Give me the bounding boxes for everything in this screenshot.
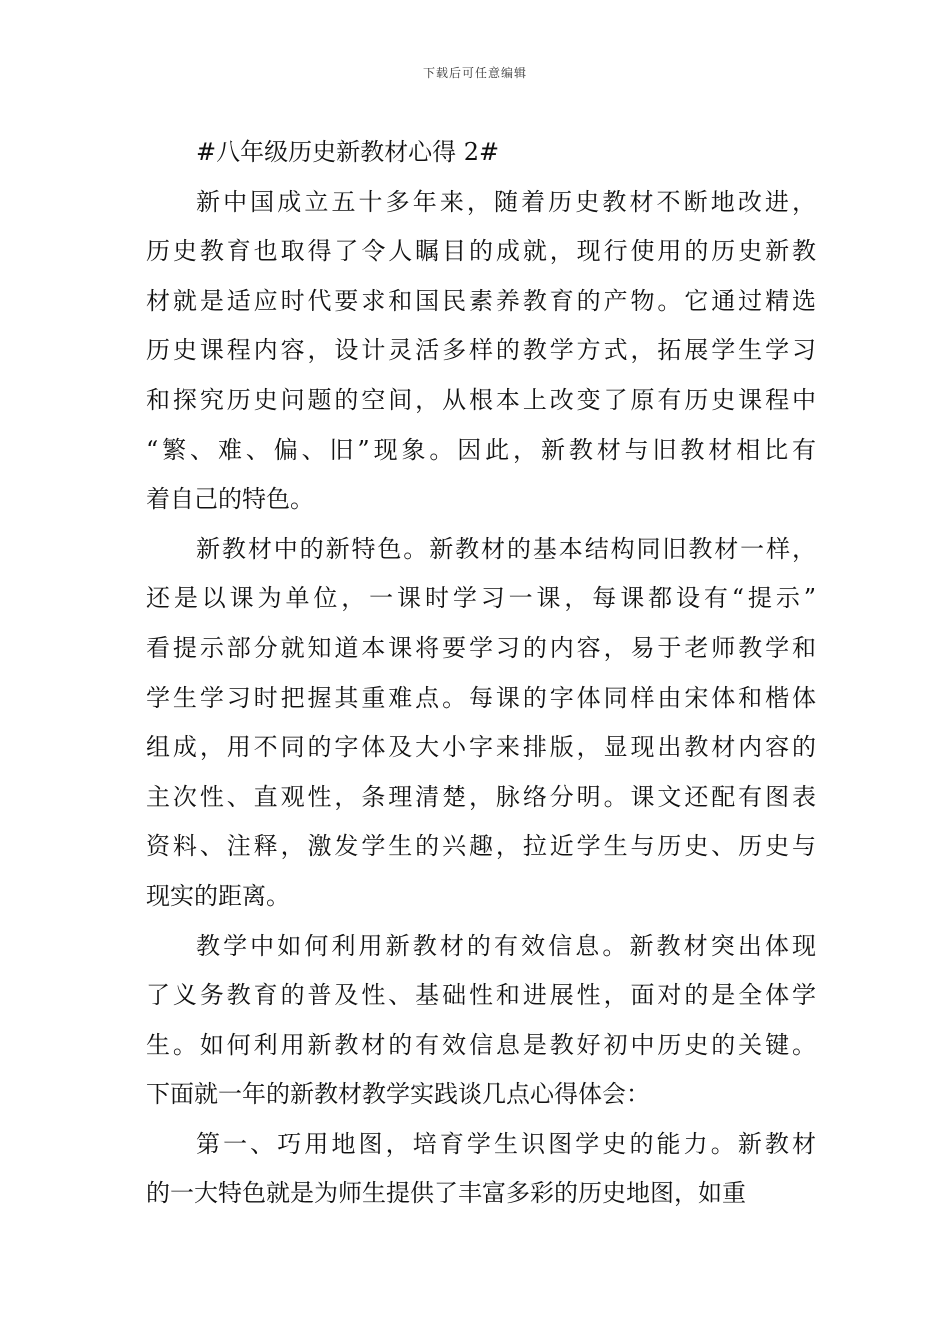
paragraph-line: 着自己的特色。 <box>146 485 314 514</box>
paragraph-line: 材就是适应时代要求和国民素养教育的产物。它通过精选 <box>146 286 816 315</box>
paragraph-line: 主次性、直观性，条理清楚，脉络分明。课文还配有图表 <box>146 782 816 811</box>
paragraph-line: 组成，用不同的字体及大小字来排版，显现出教材内容的 <box>146 733 816 762</box>
paragraph-line: 现实的距离。 <box>146 881 290 910</box>
paragraph-line: 历史课程内容，设计灵活多样的教学方式，拓展学生学习 <box>146 336 816 365</box>
paragraph-line: “繁、难、偏、旧”现象。因此，新教材与旧教材相比有 <box>146 435 816 464</box>
paragraph <box>146 178 816 525</box>
paragraph-line: 历史教育也取得了令人瞩目的成就，现行使用的历史新教 <box>146 237 816 266</box>
paragraph <box>146 525 816 922</box>
paragraph-line: 学生学习时把握其重难点。每课的字体同样由宋体和楷体 <box>146 683 816 712</box>
paragraph-list <box>146 178 816 1219</box>
paragraph-line: 了义务教育的普及性、基础性和进展性，面对的是全体学 <box>146 981 816 1010</box>
paragraph-line: 生。如何利用新教材的有效信息是教好初中历史的关键。 <box>146 1030 816 1059</box>
paragraph-line: 的一大特色就是为师生提供了丰富多彩的历史地图，如重 <box>146 1179 746 1208</box>
paragraph <box>146 1120 816 1219</box>
paragraph-line: 和探究历史问题的空间，从根本上改变了原有历史课程中 <box>146 385 816 414</box>
paragraph-line: 下面就一年的新教材教学实践谈几点心得体会： <box>146 1080 650 1109</box>
paragraph-line: 教学中如何利用新教材的有效信息。新教材突出体现 <box>196 931 816 960</box>
paragraph-line: 资料、注释，激发学生的兴趣，拉近学生与历史、历史与 <box>146 832 816 861</box>
document-title: #八年级历史新教材心得 2# <box>196 138 500 166</box>
paragraph <box>146 922 816 1120</box>
page-header-note: 下载后可任意编辑 <box>422 66 527 80</box>
paragraph-line: 还是以课为单位，一课时学习一课，每课都设有“提示” <box>146 584 816 613</box>
document-body <box>146 128 816 1219</box>
paragraph-line: 看提示部分就知道本课将要学习的内容，易于老师教学和 <box>146 633 816 662</box>
paragraph-line: 新教材中的新特色。新教材的基本结构同旧教材一样， <box>196 534 816 563</box>
paragraph-line: 新中国成立五十多年来，随着历史教材不断地改进， <box>196 187 816 216</box>
paragraph-line: 第一、巧用地图，培育学生识图学史的能力。新教材 <box>196 1129 816 1158</box>
